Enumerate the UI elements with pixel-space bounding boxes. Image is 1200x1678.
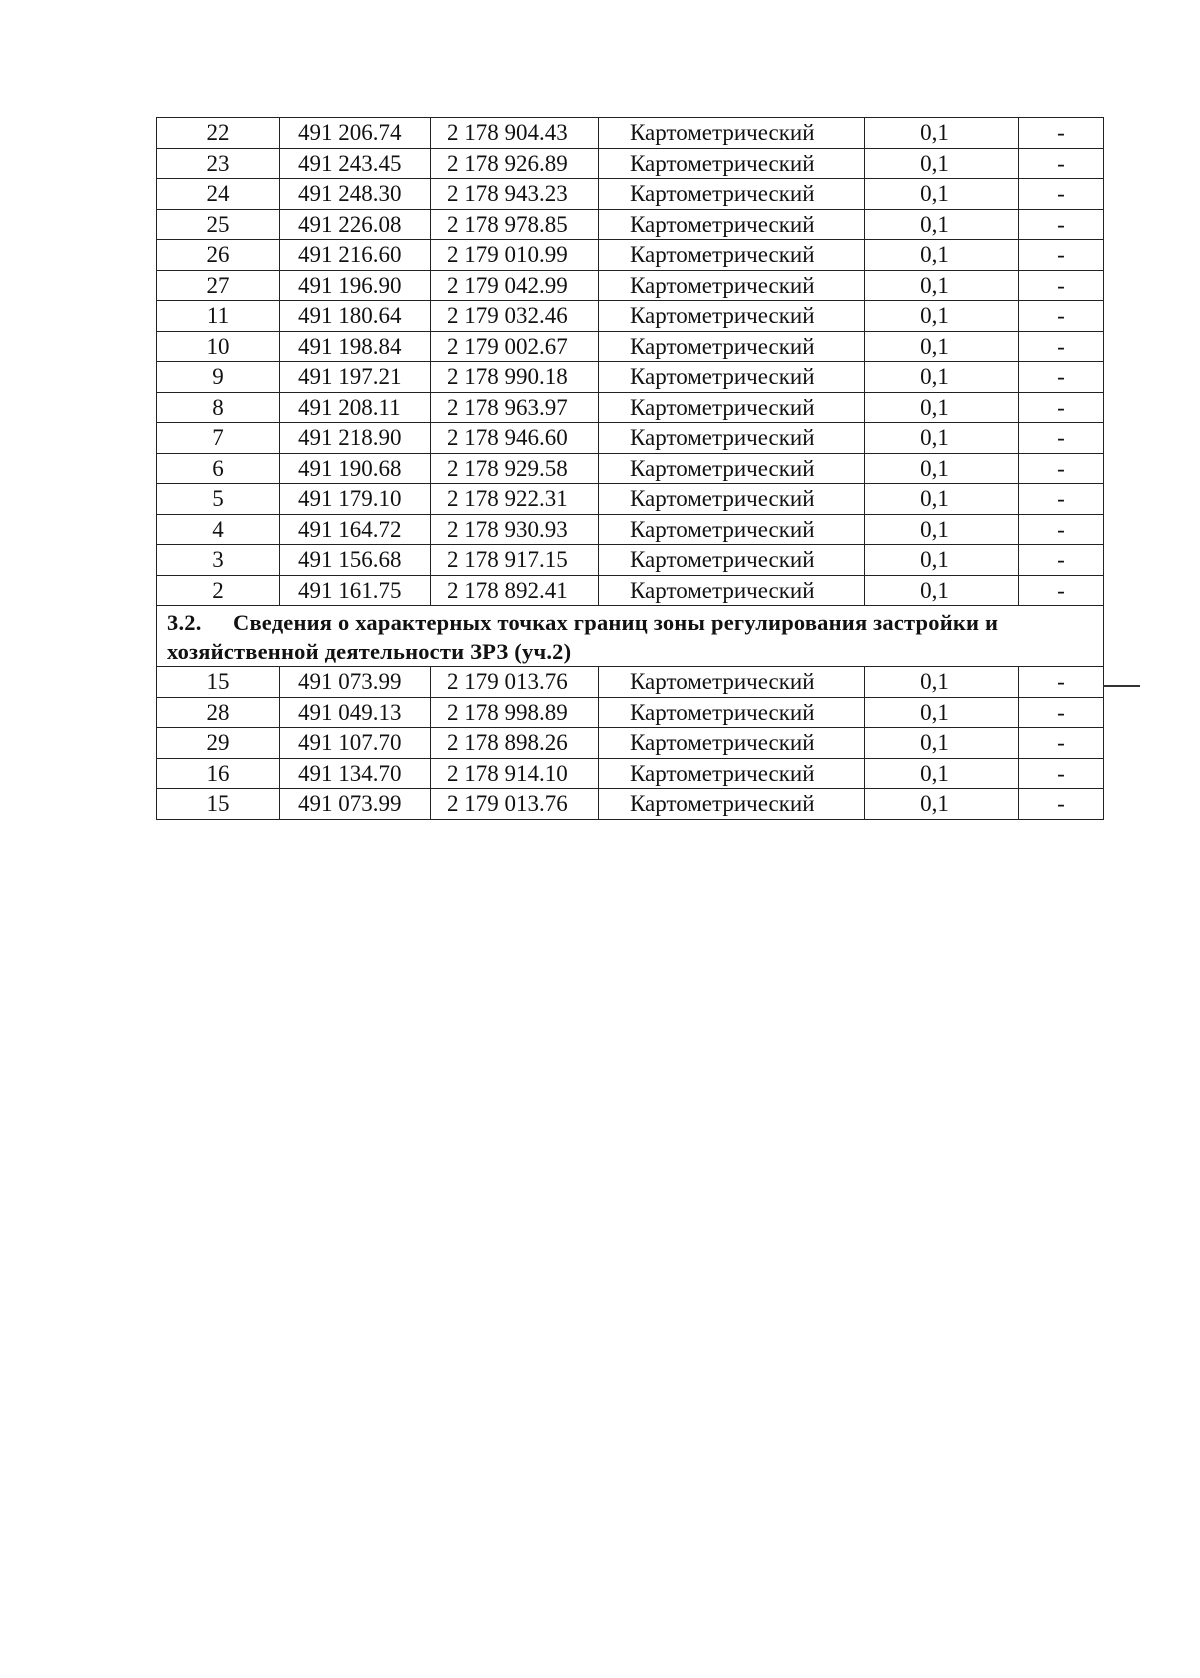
accuracy-cell: 0,1 <box>865 423 1019 454</box>
point-number-cell: 23 <box>157 148 280 179</box>
point-number-cell: 22 <box>157 118 280 149</box>
table-row <box>157 575 1104 606</box>
x-coordinate-cell: 491 197.21 <box>280 362 431 393</box>
accuracy-cell: 0,1 <box>865 484 1019 515</box>
section-header-cell <box>157 606 1104 667</box>
method-cell: Картометрический <box>599 362 865 393</box>
y-coordinate-cell: 2 178 978.85 <box>431 209 599 240</box>
y-coordinate-cell: 2 179 013.76 <box>431 789 599 820</box>
table-row <box>157 514 1104 545</box>
method-cell: Картометрический <box>599 301 865 332</box>
accuracy-cell: 0,1 <box>865 209 1019 240</box>
x-coordinate-cell: 491 179.10 <box>280 484 431 515</box>
description-cell: - <box>1019 362 1104 393</box>
y-coordinate-cell: 2 178 963.97 <box>431 392 599 423</box>
y-coordinate-cell: 2 178 922.31 <box>431 484 599 515</box>
description-cell: - <box>1019 270 1104 301</box>
y-coordinate-cell: 2 178 943.23 <box>431 179 599 210</box>
accuracy-cell: 0,1 <box>865 758 1019 789</box>
description-cell: - <box>1019 392 1104 423</box>
method-cell: Картометрический <box>599 331 865 362</box>
method-cell: Картометрический <box>599 209 865 240</box>
y-coordinate-cell: 2 179 042.99 <box>431 270 599 301</box>
x-coordinate-cell: 491 226.08 <box>280 209 431 240</box>
table-row <box>157 209 1104 240</box>
point-number-cell: 27 <box>157 270 280 301</box>
accuracy-cell: 0,1 <box>865 514 1019 545</box>
table-row <box>157 179 1104 210</box>
point-number-cell: 28 <box>157 697 280 728</box>
coordinates-table <box>156 117 1104 820</box>
accuracy-cell: 0,1 <box>865 575 1019 606</box>
accuracy-cell: 0,1 <box>865 545 1019 576</box>
point-number-cell: 10 <box>157 331 280 362</box>
table-row <box>157 423 1104 454</box>
description-cell: - <box>1019 118 1104 149</box>
table-row <box>157 301 1104 332</box>
point-number-cell: 5 <box>157 484 280 515</box>
document-page <box>156 117 1103 820</box>
x-coordinate-cell: 491 156.68 <box>280 545 431 576</box>
y-coordinate-cell: 2 178 914.10 <box>431 758 599 789</box>
point-number-cell: 3 <box>157 545 280 576</box>
description-cell: - <box>1019 575 1104 606</box>
x-coordinate-cell: 491 248.30 <box>280 179 431 210</box>
point-number-cell: 4 <box>157 514 280 545</box>
method-cell: Картометрический <box>599 179 865 210</box>
table-body-top <box>157 118 1104 606</box>
method-cell: Картометрический <box>599 697 865 728</box>
y-coordinate-cell: 2 179 013.76 <box>431 667 599 698</box>
accuracy-cell: 0,1 <box>865 392 1019 423</box>
table-row <box>157 118 1104 149</box>
y-coordinate-cell: 2 178 917.15 <box>431 545 599 576</box>
description-cell: - <box>1019 301 1104 332</box>
accuracy-cell: 0,1 <box>865 240 1019 271</box>
table-row <box>157 392 1104 423</box>
accuracy-cell: 0,1 <box>865 697 1019 728</box>
description-cell: - <box>1019 423 1104 454</box>
method-cell: Картометрический <box>599 575 865 606</box>
x-coordinate-cell: 491 208.11 <box>280 392 431 423</box>
table-row <box>157 484 1104 515</box>
description-cell: - <box>1019 514 1104 545</box>
method-cell: Картометрический <box>599 423 865 454</box>
description-cell: - <box>1019 728 1104 759</box>
table-row <box>157 667 1104 698</box>
method-cell: Картометрический <box>599 728 865 759</box>
table-row <box>157 270 1104 301</box>
point-number-cell: 15 <box>157 789 280 820</box>
method-cell: Картометрический <box>599 240 865 271</box>
y-coordinate-cell: 2 178 904.43 <box>431 118 599 149</box>
table-body-bottom <box>157 667 1104 820</box>
y-coordinate-cell: 2 178 892.41 <box>431 575 599 606</box>
table-row <box>157 789 1104 820</box>
x-coordinate-cell: 491 049.13 <box>280 697 431 728</box>
y-coordinate-cell: 2 178 929.58 <box>431 453 599 484</box>
point-number-cell: 11 <box>157 301 280 332</box>
accuracy-cell: 0,1 <box>865 331 1019 362</box>
accuracy-cell: 0,1 <box>865 728 1019 759</box>
scan-artifact-line <box>1103 685 1140 687</box>
point-number-cell: 6 <box>157 453 280 484</box>
description-cell: - <box>1019 484 1104 515</box>
x-coordinate-cell: 491 073.99 <box>280 667 431 698</box>
accuracy-cell: 0,1 <box>865 453 1019 484</box>
x-coordinate-cell: 491 134.70 <box>280 758 431 789</box>
section-title: Сведения о характерных точках границ зоны регулирования застройки и хозяйственной деятельности ЗРЗ (уч.2) <box>167 610 999 664</box>
table-row <box>157 240 1104 271</box>
method-cell: Картометрический <box>599 392 865 423</box>
x-coordinate-cell: 491 164.72 <box>280 514 431 545</box>
table-row <box>157 758 1104 789</box>
method-cell: Картометрический <box>599 514 865 545</box>
accuracy-cell: 0,1 <box>865 667 1019 698</box>
table-row <box>157 148 1104 179</box>
section-header-row <box>157 606 1104 667</box>
description-cell: - <box>1019 148 1104 179</box>
y-coordinate-cell: 2 178 998.89 <box>431 697 599 728</box>
description-cell: - <box>1019 240 1104 271</box>
table-row <box>157 331 1104 362</box>
y-coordinate-cell: 2 179 010.99 <box>431 240 599 271</box>
x-coordinate-cell: 491 243.45 <box>280 148 431 179</box>
description-cell: - <box>1019 667 1104 698</box>
accuracy-cell: 0,1 <box>865 148 1019 179</box>
accuracy-cell: 0,1 <box>865 118 1019 149</box>
section-number: 3.2. <box>167 610 202 635</box>
accuracy-cell: 0,1 <box>865 362 1019 393</box>
description-cell: - <box>1019 331 1104 362</box>
x-coordinate-cell: 491 161.75 <box>280 575 431 606</box>
point-number-cell: 8 <box>157 392 280 423</box>
method-cell: Картометрический <box>599 667 865 698</box>
x-coordinate-cell: 491 107.70 <box>280 728 431 759</box>
table-row <box>157 453 1104 484</box>
y-coordinate-cell: 2 179 002.67 <box>431 331 599 362</box>
accuracy-cell: 0,1 <box>865 301 1019 332</box>
table-row <box>157 362 1104 393</box>
x-coordinate-cell: 491 073.99 <box>280 789 431 820</box>
description-cell: - <box>1019 697 1104 728</box>
method-cell: Картометрический <box>599 118 865 149</box>
point-number-cell: 24 <box>157 179 280 210</box>
x-coordinate-cell: 491 198.84 <box>280 331 431 362</box>
table-row <box>157 728 1104 759</box>
x-coordinate-cell: 491 196.90 <box>280 270 431 301</box>
point-number-cell: 29 <box>157 728 280 759</box>
x-coordinate-cell: 491 218.90 <box>280 423 431 454</box>
table-section <box>157 606 1104 667</box>
y-coordinate-cell: 2 178 946.60 <box>431 423 599 454</box>
point-number-cell: 9 <box>157 362 280 393</box>
x-coordinate-cell: 491 180.64 <box>280 301 431 332</box>
point-number-cell: 7 <box>157 423 280 454</box>
method-cell: Картометрический <box>599 484 865 515</box>
x-coordinate-cell: 491 190.68 <box>280 453 431 484</box>
description-cell: - <box>1019 545 1104 576</box>
table-row <box>157 545 1104 576</box>
table-row <box>157 697 1104 728</box>
method-cell: Картометрический <box>599 758 865 789</box>
method-cell: Картометрический <box>599 148 865 179</box>
method-cell: Картометрический <box>599 545 865 576</box>
y-coordinate-cell: 2 178 898.26 <box>431 728 599 759</box>
y-coordinate-cell: 2 178 926.89 <box>431 148 599 179</box>
x-coordinate-cell: 491 216.60 <box>280 240 431 271</box>
description-cell: - <box>1019 758 1104 789</box>
y-coordinate-cell: 2 178 930.93 <box>431 514 599 545</box>
method-cell: Картометрический <box>599 789 865 820</box>
point-number-cell: 2 <box>157 575 280 606</box>
accuracy-cell: 0,1 <box>865 270 1019 301</box>
method-cell: Картометрический <box>599 453 865 484</box>
x-coordinate-cell: 491 206.74 <box>280 118 431 149</box>
point-number-cell: 16 <box>157 758 280 789</box>
accuracy-cell: 0,1 <box>865 789 1019 820</box>
description-cell: - <box>1019 789 1104 820</box>
description-cell: - <box>1019 179 1104 210</box>
accuracy-cell: 0,1 <box>865 179 1019 210</box>
y-coordinate-cell: 2 178 990.18 <box>431 362 599 393</box>
point-number-cell: 26 <box>157 240 280 271</box>
description-cell: - <box>1019 453 1104 484</box>
description-cell: - <box>1019 209 1104 240</box>
y-coordinate-cell: 2 179 032.46 <box>431 301 599 332</box>
point-number-cell: 15 <box>157 667 280 698</box>
point-number-cell: 25 <box>157 209 280 240</box>
method-cell: Картометрический <box>599 270 865 301</box>
